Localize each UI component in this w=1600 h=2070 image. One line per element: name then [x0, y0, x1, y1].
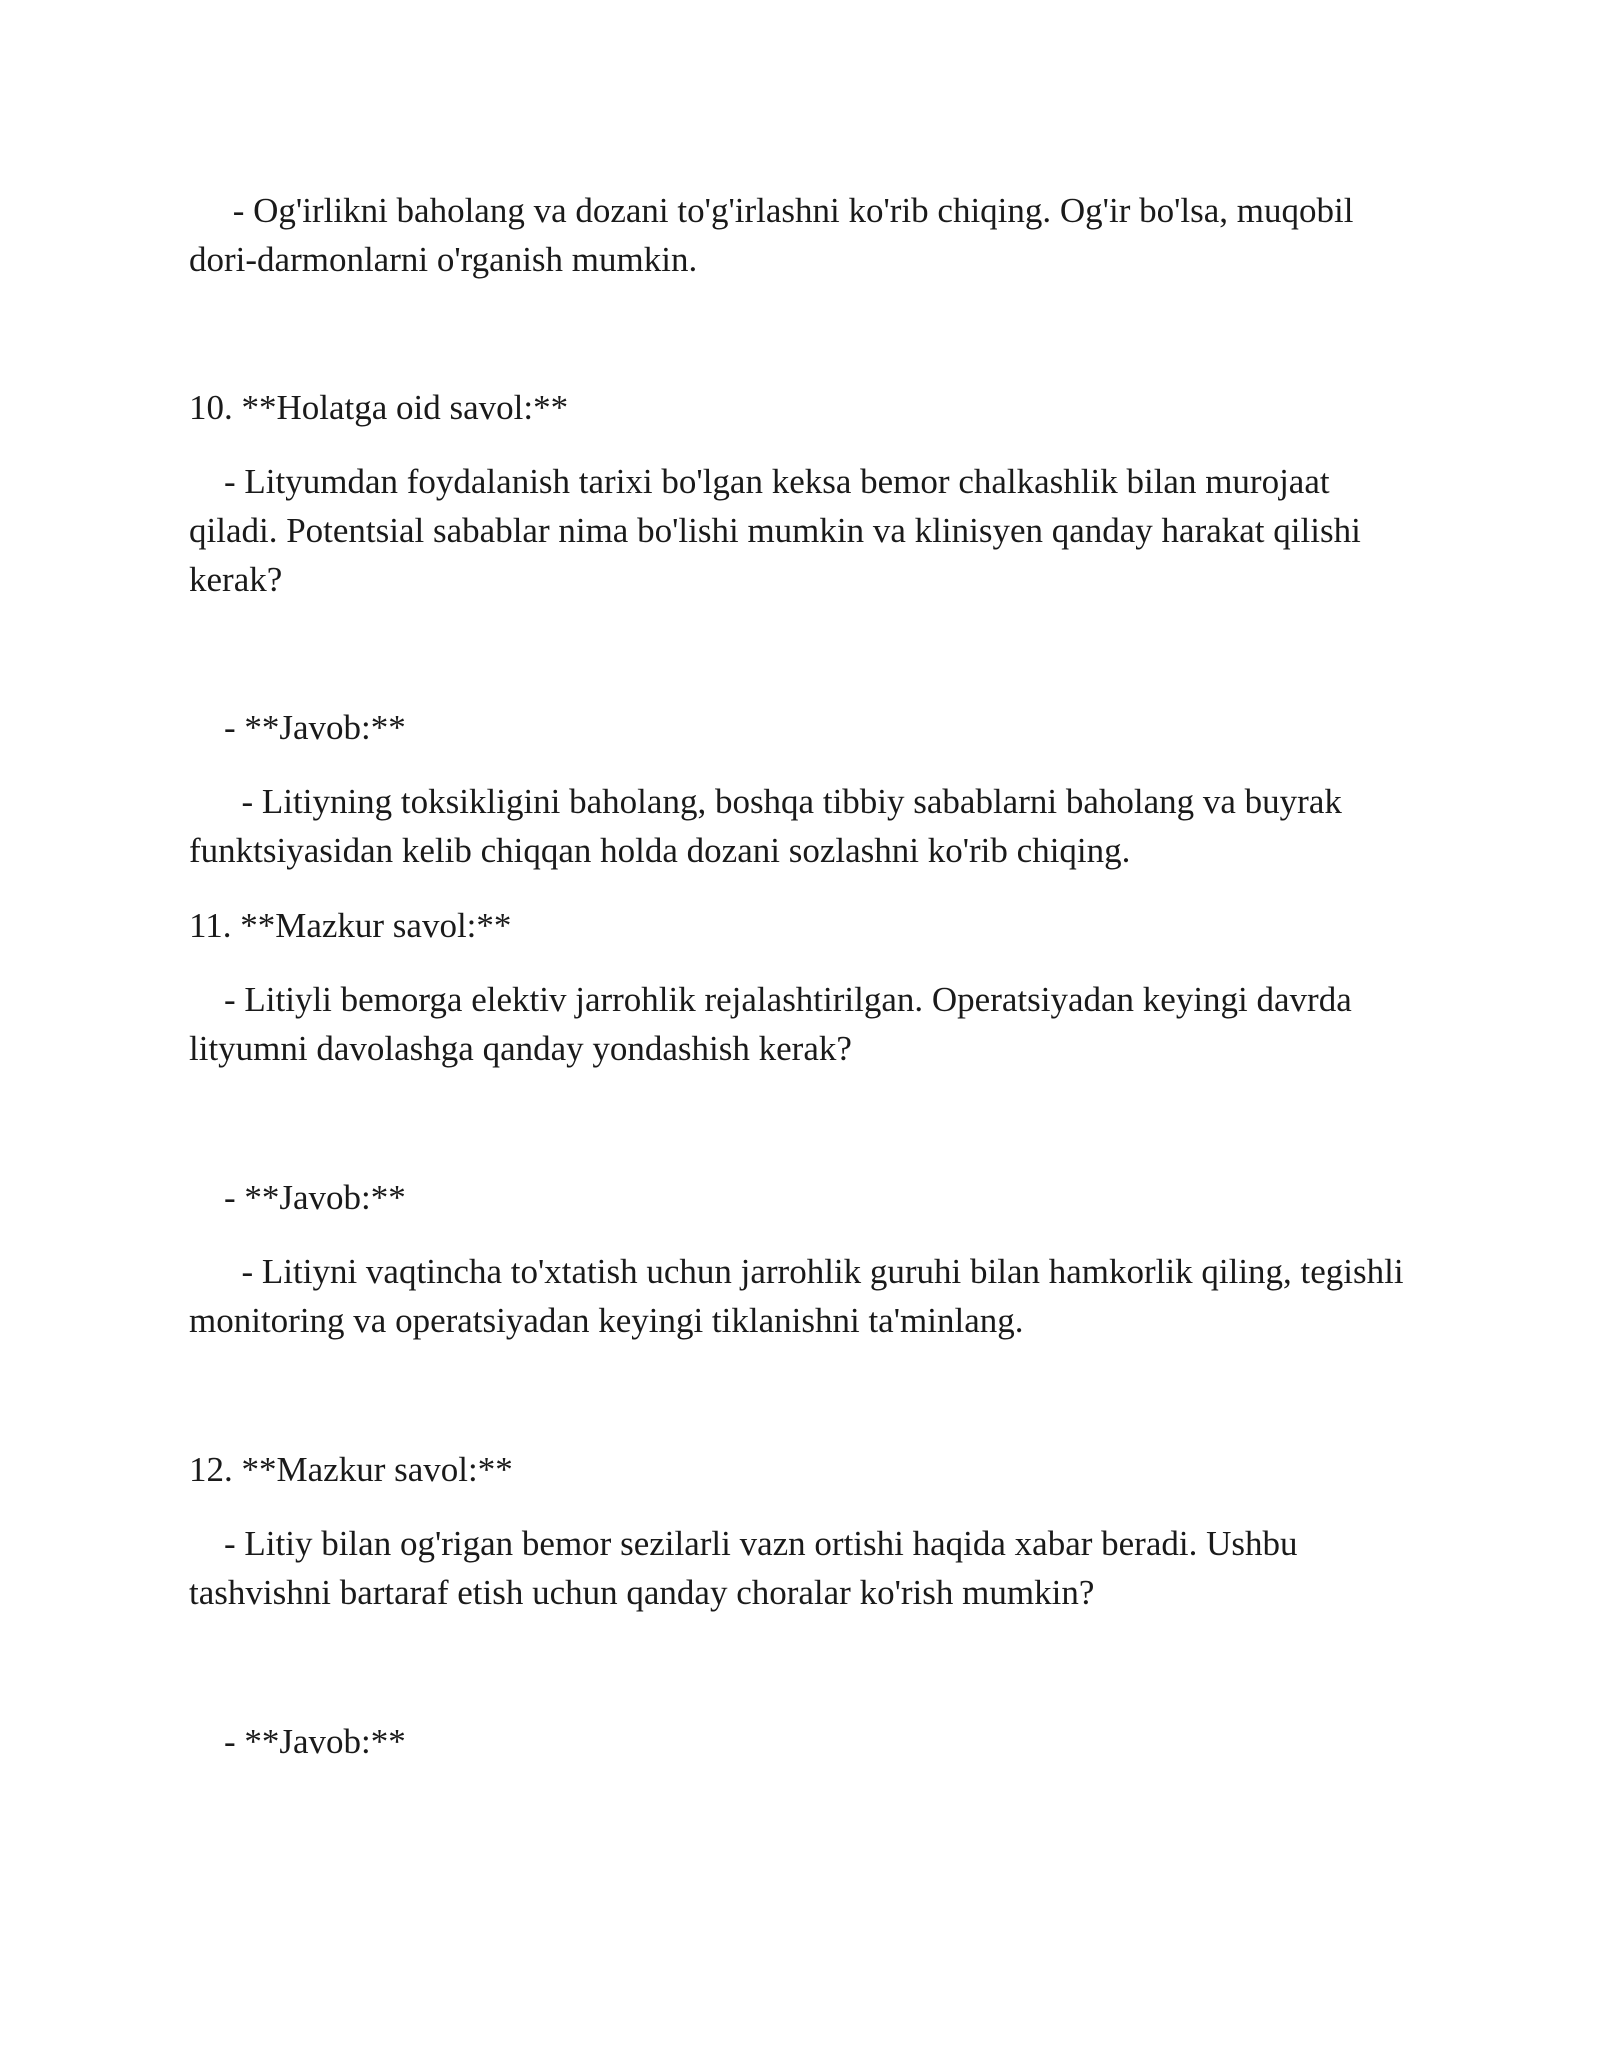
answer-text-9: - Og'irlikni baholang va dozani to'g'irlashni ko'rib chiqing. Og'ir bo'lsa, muqobil dori-darmonlarni o'rganish mumkin.	[189, 191, 1363, 279]
answer-heading-12: - **Javob:**	[189, 1722, 406, 1761]
question-heading-12: 12. **Mazkur savol:**	[189, 1450, 513, 1489]
answer-heading-10: - **Javob:**	[189, 708, 406, 747]
answer-text-11: - Litiyni vaqtincha to'xtatish uchun jarrohlik guruhi bilan hamkorlik qiling, tegishli monitoring va operatsiyadan keyingi tiklanishni ta'minlang.	[189, 1252, 1413, 1340]
answer-heading-11: - **Javob:**	[189, 1178, 406, 1217]
question-text-12: - Litiy bilan og'rigan bemor sezilarli vazn ortishi haqida xabar beradi. Ushbu tashvishni bartaraf etish uchun qanday choralar ko'rish mumkin?	[189, 1524, 1307, 1612]
question-text-10: - Lityumdan foydalanish tarixi bo'lgan keksa bemor chalkashlik bilan murojaat qiladi. Potentsial sabablar nima bo'lishi mumkin va klinisyen qanday harakat qilishi kerak?	[189, 462, 1370, 599]
answer-text-10: - Litiyning toksikligini baholang, boshqa tibbiy sabablarni baholang va buyrak funktsiyasidan kelib chiqqan holda dozani sozlashni ko'rib chiqing.	[189, 782, 1351, 870]
question-heading-10: 10. **Holatga oid savol:**	[189, 388, 569, 427]
question-text-11: - Litiyli bemorga elektiv jarrohlik rejalashtirilgan. Operatsiyadan keyingi davrda lityumni davolashga qanday yondashish kerak?	[189, 980, 1361, 1068]
question-heading-11: 11. **Mazkur savol:**	[189, 906, 512, 945]
